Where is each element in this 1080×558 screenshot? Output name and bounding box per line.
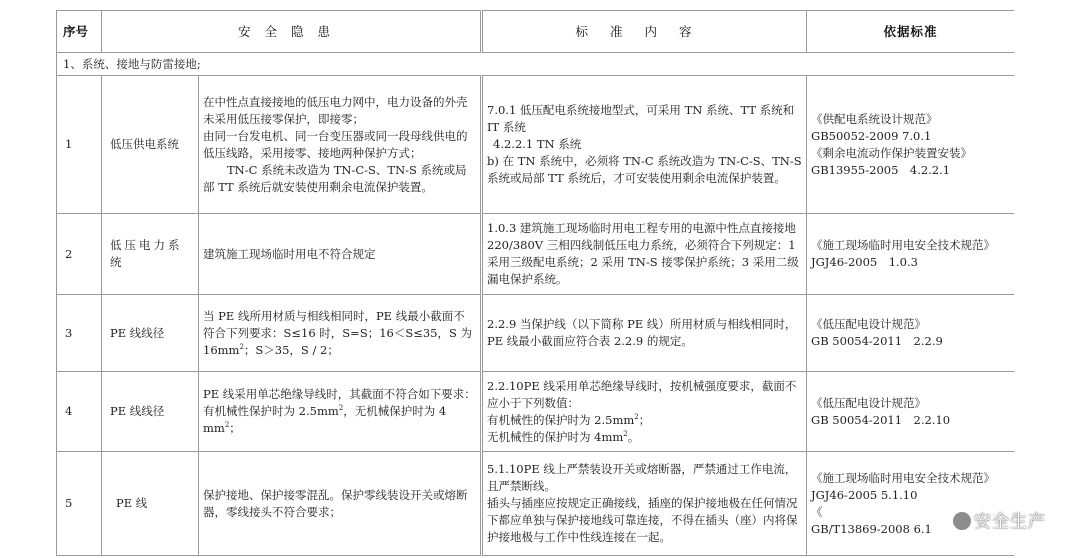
basis-text: GB/T13869-2008 6.1: [811, 521, 932, 536]
item-name: 低压供电系统: [102, 76, 199, 214]
basis-text: GB 50054-2011 2.2.9: [811, 334, 943, 348]
superscript: 2: [224, 421, 230, 430]
basis-cell: [807, 214, 1014, 295]
standard-cell: [482, 76, 807, 214]
superscript: 2: [239, 342, 244, 351]
header-hazard: 安全隐患: [102, 11, 482, 53]
basis-text: 《低压配电设计规范》: [811, 395, 927, 410]
hazard-text: 当 PE 线所用材质与相线相同时，PE 线最小截面不符合下列要求：S≤16 时，S=S；16＜S≤35，S 为 16mm: [203, 308, 473, 357]
basis-text: GB 50054-2011 2.2.10: [811, 412, 951, 427]
item-name: PE 线线径: [102, 295, 199, 372]
basis-text: 《供配电系统设计规范》: [811, 111, 938, 126]
basis-text: 《剩余电流动作保护装置安装》: [811, 145, 973, 160]
standard-text: 2.2.9 当保护线（以下简称 PE 线）所用材质与相线相同时，PE 线最小截面应符合表 2.2.9 的规定。: [487, 317, 797, 348]
standard-text: 有机械性的保护时为 2.5mm: [487, 412, 635, 427]
standard-text: 4.2.2.1 TN 系统: [493, 137, 582, 151]
table-row: [57, 214, 1015, 295]
basis-text: 《施工现场临时用电安全技术规范》JGJ46-2005 5.1.10: [811, 470, 996, 502]
hazard-text: 在中性点直接接地的低压电力网中，电力设备的外壳未采用低压接零保护，即接零；: [203, 94, 468, 126]
standard-cell: [482, 372, 807, 452]
row-number: 5: [57, 452, 102, 556]
row-number: 1: [57, 76, 102, 214]
standard-cell: [482, 452, 807, 556]
hazard-cell: [199, 76, 482, 214]
standard-text: ；: [638, 412, 651, 427]
row-number: 2: [57, 214, 102, 295]
hazard-text: ；: [229, 421, 241, 435]
table-row: [57, 372, 1015, 452]
watermark: [953, 507, 1046, 532]
hazard-cell: [199, 452, 482, 556]
header-seq: 序号: [57, 11, 102, 53]
watermark-text: 安全生产: [974, 512, 1046, 532]
header-basis: 依据标准: [807, 11, 1014, 53]
header-row: [57, 11, 1015, 53]
hazard-text: 保护接地、保护接零混乱。保护零线装设开关或熔断器，零线接头不符合要求；: [203, 487, 468, 519]
hazard-text: TN-C 系统未改造为 TN-C-S、TN-S 系统或局部 TT 系统后就安装使用剩余电流保护装置。: [203, 162, 467, 194]
header-standard: 标准内容: [482, 11, 807, 53]
standard-text: 。: [627, 429, 640, 444]
basis-text: 《施工现场临时用电安全技术规范》JGJ46-2005 1.0.3: [811, 238, 996, 269]
section-title: 1、系统、接地与防雷接地;: [57, 53, 1015, 76]
basis-cell: [807, 372, 1014, 452]
hazard-text: ，无机械保护时为 4 mm: [203, 404, 447, 435]
hazard-cell: [199, 372, 482, 452]
superscript: 2: [634, 412, 639, 421]
standard-text: 1.0.3 建筑施工现场临时用电工程专用的电源中性点直接接地 220/380V 三相四线制低压电力系统，必须符合下列规定：1 采用三级配电系统；2 采用 TN-S 接零保护系统；3 采用二级漏电保护系统。: [487, 221, 799, 286]
item-name: PE 线线径: [102, 372, 199, 452]
basis-cell: [807, 295, 1014, 372]
standard-cell: [482, 214, 807, 295]
standard-text: 5.1.10PE 线上严禁装设开关或熔断器，严禁通过工作电流，且严禁断线。: [487, 462, 797, 493]
hazard-table-frame: [56, 10, 1014, 558]
standard-cell: [482, 295, 807, 372]
basis-text: 《低压配电设计规范》: [811, 317, 927, 331]
wechat-logo-icon: [953, 512, 971, 530]
superscript: 2: [623, 429, 628, 438]
basis-text: GB13955-2005 4.2.2.1: [811, 162, 951, 177]
table-row: [57, 452, 1015, 556]
section-row: [57, 53, 1015, 76]
standard-text: b) 在 TN 系统中，必须将 TN-C 系统改造为 TN-C-S、TN-S 系统或局部 TT 系统后，才可安装使用剩余电流保护装置。: [487, 154, 802, 185]
item-name: 低压电力系统: [102, 214, 199, 295]
basis-text: GB50052-2009 7.0.1: [811, 128, 932, 143]
basis-cell: [807, 76, 1014, 214]
row-number: 4: [57, 372, 102, 452]
hazard-cell: [199, 214, 482, 295]
hazard-text: 由同一台发电机、同一台变压器或同一段母线供电的低压线路，采用接零、接地两种保护方式；: [203, 128, 468, 160]
standard-text: 7.0.1 低压配电系统接地型式，可采用 TN 系统、TT 系统和 IT 系统: [487, 103, 795, 134]
table-row: [57, 76, 1015, 214]
hazard-table: [56, 10, 1014, 556]
hazard-text: ；S＞35，S / 2；: [243, 342, 339, 357]
hazard-text: PE 线采用单芯绝缘导线时，其截面不符合如下要求：有机械性保护时为 2.5mm: [203, 387, 476, 418]
table-row: [57, 295, 1015, 372]
basis-text: 《: [811, 504, 823, 519]
hazard-text: 建筑施工现场临时用电不符合规定: [203, 246, 376, 261]
superscript: 2: [338, 404, 344, 413]
hazard-cell: [199, 295, 482, 372]
standard-text: 插头与插座应按规定正确接线，插座的保护接地极在任何情况下都应单独与保护接地线可靠连接，不得在插头（座）内将保护接地极与工作中性线连接在一起。: [487, 496, 798, 544]
standard-text: 2.2.10PE 线采用单芯绝缘导线时，按机械强度要求，截面不应小于下列数值：: [487, 378, 797, 410]
basis-cell: [807, 452, 1014, 556]
item-name: PE 线: [102, 452, 199, 556]
row-number: 3: [57, 295, 102, 372]
standard-text: 无机械性的保护时为 4mm: [487, 429, 624, 444]
